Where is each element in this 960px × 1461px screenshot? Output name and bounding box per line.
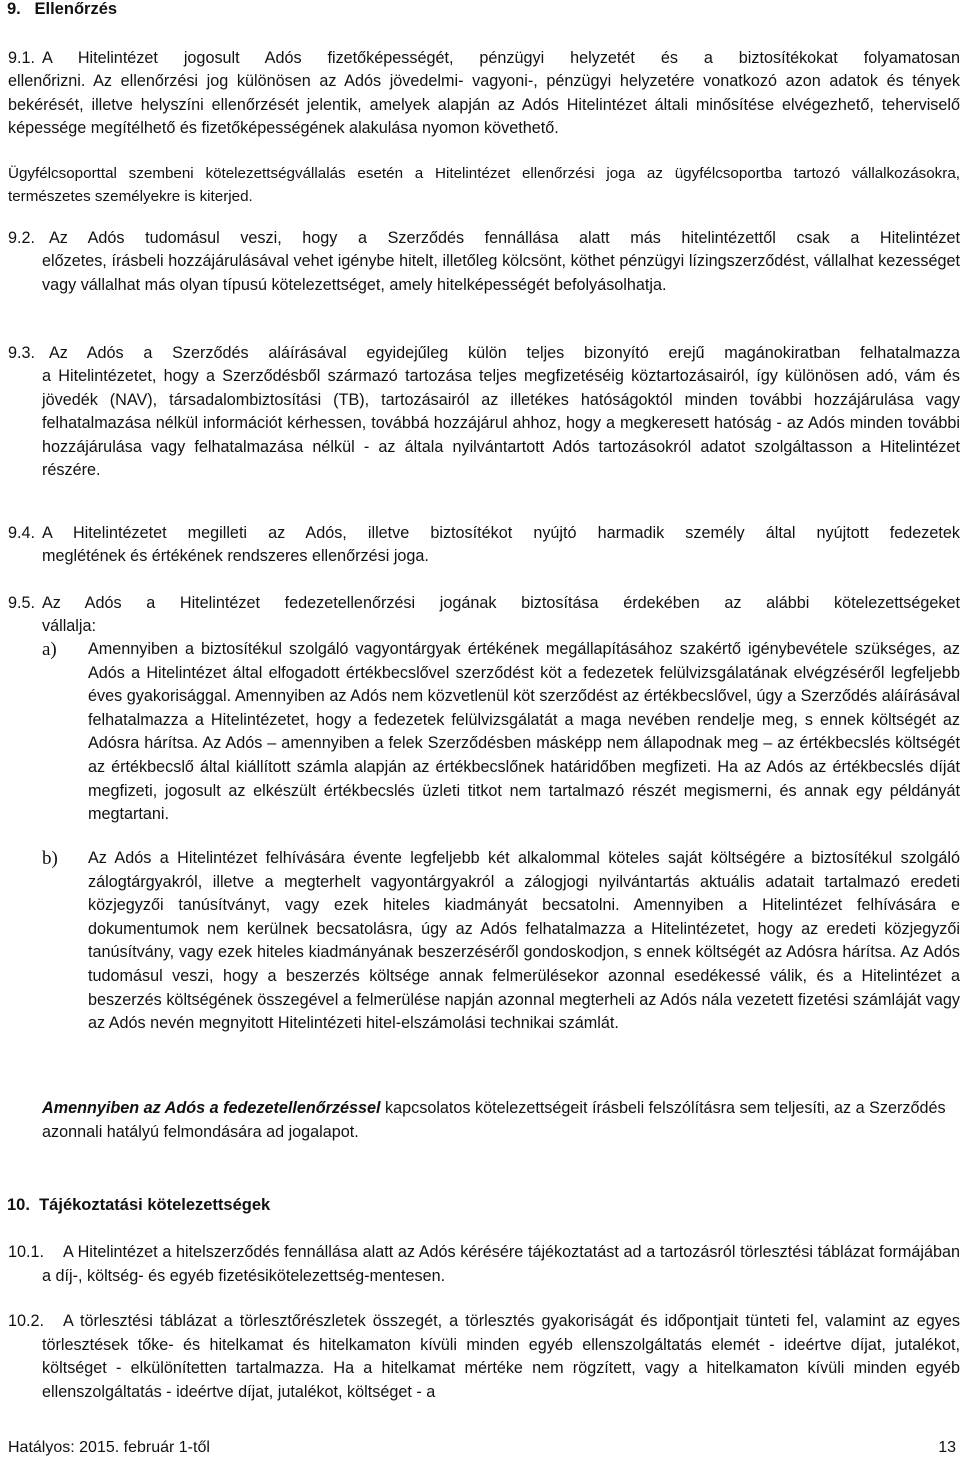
footer-effective-date: Hatályos: 2015. február 1-től xyxy=(8,1439,210,1456)
paragraph-9-2-body: előzetes, írásbeli hozzájárulásával vehet igénybe hitelt, illetőleg kölcsönt, köthet pénzügyi lízingszerződést, vállalhat kezességet vagy vállalhat más olyan típusú kötelezettséget, amely hitelképességét befolyásolhatja. xyxy=(42,252,960,294)
paragraph-9-3-first-line: Az Adós a Szerződés aláírásával egyidejűleg külön teljes bizonyító erejű magánokiratban felhatalmazza xyxy=(49,344,960,362)
paragraph-9-2-first-line: Az Adós tudomásul veszi, hogy a Szerződés fennállása alatt más hitelintézettől csak a Hitelintézet xyxy=(49,229,960,247)
list-item-a-text: Amennyiben a biztosítékul szolgáló vagyontárgyak értékének megállapításához szakértő igénybevétele szükséges, az Adós a Hitelintézet által elfogadott értékbecslővel szerződést köt a fedezetek felülvizsgálatának elvégzéséről legfeljebb éves gyakorisággal. Amennyiben az Adós nem közvetlenül köt szerződést az értékbecslővel, úgy a Szerződés aláírásával felhatalmazza a Hitelintézetet, hogy a fedezetek felülvizsgálatát a maga nevében rendelje meg, s ennek költségét az Adósra hárítsa. Az Adós – amennyiben a felek Szerződésben másképp nem állapodnak meg – az értékbecslés költségét az értékbecslő által kiállított számla alapján az értékbecslőnek határidőben megfizeti. Ha az Adós az értékbecslés díját megfizeti, jogosult az elkészült értékbecslés üzleti titkot nem tartalmazó részét megismerni, és annak egy példányát megtartani. xyxy=(88,640,960,824)
paragraph-9-5-body: vállalja: xyxy=(42,617,96,635)
paragraph-number: 9.5. xyxy=(8,594,36,612)
closing-text: kapcsolatos kötelezettségeit írásbeli felszólításra sem teljesíti, az a Szerződés azonnali hatályú felmondására ad jogalapot. xyxy=(42,1099,946,1141)
paragraph-9-4-body: meglétének és értékének rendszeres ellenőrzési joga. xyxy=(42,547,429,565)
paragraph-9-1-group: Ügyfélcsoporttal szembeni kötelezettségvállalás esetén a Hitelintézet ellenőrzési joga az ügyfélcsoportba tartozó vállalkozásokra, természetes személyekre is kiterjed. xyxy=(8,165,960,205)
list-item-label: a) xyxy=(42,639,57,660)
page-number: 13 xyxy=(938,1439,956,1456)
list-item-b-text: Az Adós a Hitelintézet felhívására évente legfeljebb két alkalommal köteles saját költségére a biztosítékul szolgáló zálogtárgyakról, illetve a megterhelt vagyontárgyakról a zálogjogi nyilvántartás aktuális adatait tartalmazó eredeti közjegyzői tanúsítványt, vagy ezek hiteles kiadmányát becsatolni. Amennyiben a Hitelintézet felhívására e dokumentumok nem kerülnek becsatolásra, úgy az Adós felhatalmazza a Hitelintézetet, hogy az eredeti közjegyzői tanúsítvány, vagy ezek hiteles kiadmányának beszerzéséről gondoskodjon, s ennek költségét az Adósra hárítsa. Az Adós tudomásul veszi, hogy a beszerzés költsége annak felmerülésekor azonnal esedékessé válik, és a Hitelintézet a beszerzés költségének összegével a felmerülése napján azonnal megterheli az Adós nála vezetett fizetési számláját vagy az Adós nevén megnyitott Hitelintézeti hitel-elszámolási technikai számlát. xyxy=(88,849,960,1033)
closing-emphasis: Amennyiben az Adós a fedezetellenőrzéssel xyxy=(42,1099,381,1117)
paragraph-9-5-first-line: Az Adós a Hitelintézet fedezetellenőrzési jogának biztosítása érdekében az alábbi kötelezettségeket xyxy=(42,594,960,612)
paragraph-9-1-first-line: A Hitelintézet jogosult Adós fizetőképességét, pénzügyi helyzetét és a biztosítékokat folyamatosan xyxy=(42,49,960,67)
section-10-heading: 10. Tájékoztatási kötelezettségek xyxy=(7,1196,271,1214)
paragraph-number: 9.1. xyxy=(8,49,36,67)
paragraph-number: 10.2. xyxy=(8,1312,45,1330)
closing-paragraph xyxy=(42,1097,960,1144)
paragraph-number: 9.4. xyxy=(8,524,36,542)
paragraph-9-3-body: a Hitelintézetet, hogy a Szerződésből származó tartozása teljes megfizetéséig köztartozásairól, így különösen adó, vám és jövedék (NAV), társadalombiztosítási (TB), tartozásairól az illetékes hatóságoktól minden további hozzájárulása vagy felhatalmazása nélkül információt kérhessen, továbbá hozzájárul ahhoz, hogy a megkeresett hatóság - az Adós minden további hozzájárulása vagy felhatalmazása nélkül - az általa nyilvántartott Adós tartozásokról adatot szolgáltasson a Hitelintézet részére. xyxy=(42,367,960,480)
paragraph-10-2-text: A törlesztési táblázat a törlesztőrészletek összegét, a törlesztés gyakoriságát és időpontjait tünteti fel, valamint az egyes törlesztések tőke- és hitelkamat és hitelkamaton kívüli minden egyéb ellenszolgáltatás elemét - ideértve díjat, jutalékot, költséget - elkülönítetten tartalmazza. Ha a hitelkamat mértéke nem rögzített, vagy a hitelkamaton kívüli minden egyéb ellenszolgáltatás - ideértve díjat, jutalékot, költséget - a xyxy=(42,1312,960,1401)
paragraph-number: 9.3. xyxy=(8,344,36,362)
paragraph-9-1-body: ellenőrizni. Az ellenőrzési jog különösen az Adós jövedelmi- vagyoni-, pénzügyi helyzetére vonatkozó azon adatok és tények bekérését, illetve helyszíni ellenőrzését jelentik, amelyek alapján az Adós Hitelintézet általi minősítése elvégezhető, teherviselő képessége megítélhető és fizetőképességének alakulása nyomon követhető. xyxy=(8,72,960,138)
list-item-label: b) xyxy=(42,848,58,869)
paragraph-9-4-first-line: A Hitelintézetet megilleti az Adós, illetve biztosítékot nyújtó harmadik személy által nyújtott fedezetek xyxy=(42,524,960,542)
paragraph-number: 9.2. xyxy=(8,229,36,247)
paragraph-number: 10.1. xyxy=(8,1243,45,1261)
section-9-heading: 9. Ellenőrzés xyxy=(7,0,118,18)
paragraph-10-1-text: A Hitelintézet a hitelszerződés fennállása alatt az Adós kérésére tájékoztatást ad a tartozásról törlesztési táblázat formájában a díj-, költség- és egyéb fizetésikötelezettség-mentesen. xyxy=(42,1243,960,1285)
